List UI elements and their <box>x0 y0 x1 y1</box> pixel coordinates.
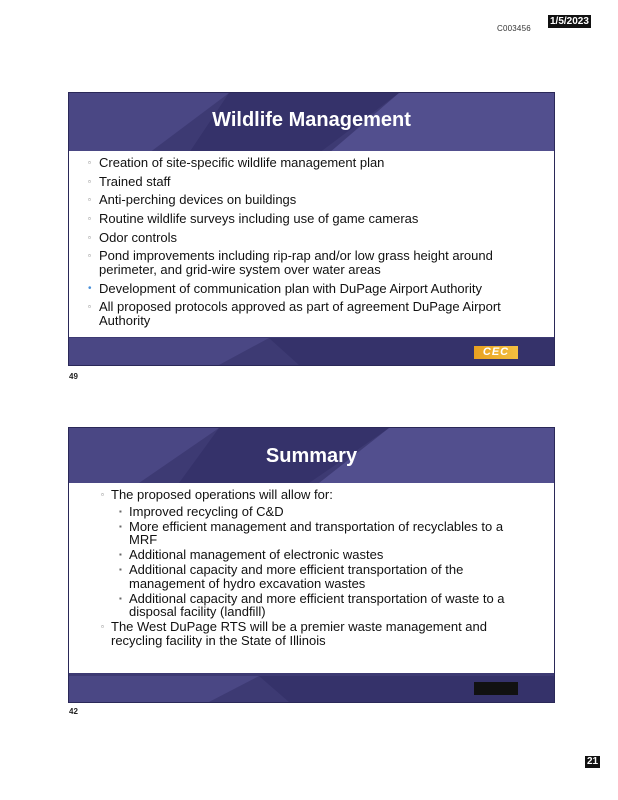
bullet-icon: ▫ <box>88 302 91 312</box>
bullet-icon: ▪ <box>119 565 122 575</box>
slide-title: Summary <box>265 445 358 467</box>
bullet-icon: ▫ <box>88 251 91 261</box>
sub-list-item: ▪ Improved recycling of C&D <box>119 503 284 519</box>
list-item: ▫ Trained staff <box>88 173 171 189</box>
company-logo-redacted <box>474 682 518 695</box>
slide-number: 49 <box>69 372 78 381</box>
bullet-list <box>69 488 554 647</box>
list-item: ▫ Pond improvements including rip-rap and/or low grass height around perimeter, and grid-wire system over water areas <box>88 248 493 277</box>
slide-summary <box>68 427 555 703</box>
document-id: C003456 <box>497 24 531 33</box>
slide-wildlife-management <box>68 92 555 366</box>
company-logo: CEC <box>474 346 518 359</box>
bullet-icon: ▫ <box>88 195 91 205</box>
list-item: ▫ Anti-perching devices on buildings <box>88 192 297 208</box>
sub-list-item: ▪ Additional capacity and more efficient transportation of the management of hydro excavation wastes <box>119 562 464 591</box>
bullet-icon: ▫ <box>88 214 91 224</box>
list-item: ▫ All proposed protocols approved as part of agreement DuPage Airport Authority <box>88 299 501 328</box>
bullet-icon: ▪ <box>119 521 122 531</box>
slide-number: 42 <box>69 707 78 716</box>
bullet-icon: ▫ <box>88 176 91 186</box>
bullet-icon: ▫ <box>88 232 91 242</box>
slide-content <box>69 151 554 337</box>
bullet-icon: ▫ <box>101 622 104 632</box>
list-item: ▫ Routine wildlife surveys including use of game cameras <box>88 211 419 227</box>
bullet-icon: ▪ <box>119 506 122 516</box>
bullet-icon: ▪ <box>119 593 122 603</box>
list-item: ▫ Creation of site-specific wildlife management plan <box>88 155 385 170</box>
sub-list-item: ▪ Additional capacity and more efficient transportation of waste to a disposal facility (landfill) <box>119 590 505 619</box>
list-item: • Development of communication plan with DuPage Airport Authority <box>88 280 482 296</box>
sub-list-item: ▪ Additional management of electronic wastes <box>119 547 384 563</box>
list-item: ▫ The West DuPage RTS will be a premier waste management and recycling facility in the State of Illinois <box>101 619 487 648</box>
bullet-list <box>69 156 554 327</box>
list-item: ▫ The proposed operations will allow for: <box>101 487 333 502</box>
bullet-icon: ▫ <box>101 490 104 499</box>
list-item: ▫ Odor controls <box>88 229 178 245</box>
bullet-icon: ▫ <box>88 158 91 167</box>
bullet-icon: • <box>88 282 92 294</box>
date-stamp: 1/5/2023 <box>550 16 589 27</box>
sub-list-item: ▪ More efficient management and transportation of recyclables to a MRF <box>119 518 504 547</box>
page-number: 21 <box>587 756 599 767</box>
slide-title: Wildlife Management <box>212 109 411 131</box>
slide-content <box>69 483 554 673</box>
bullet-icon: ▪ <box>119 550 122 560</box>
